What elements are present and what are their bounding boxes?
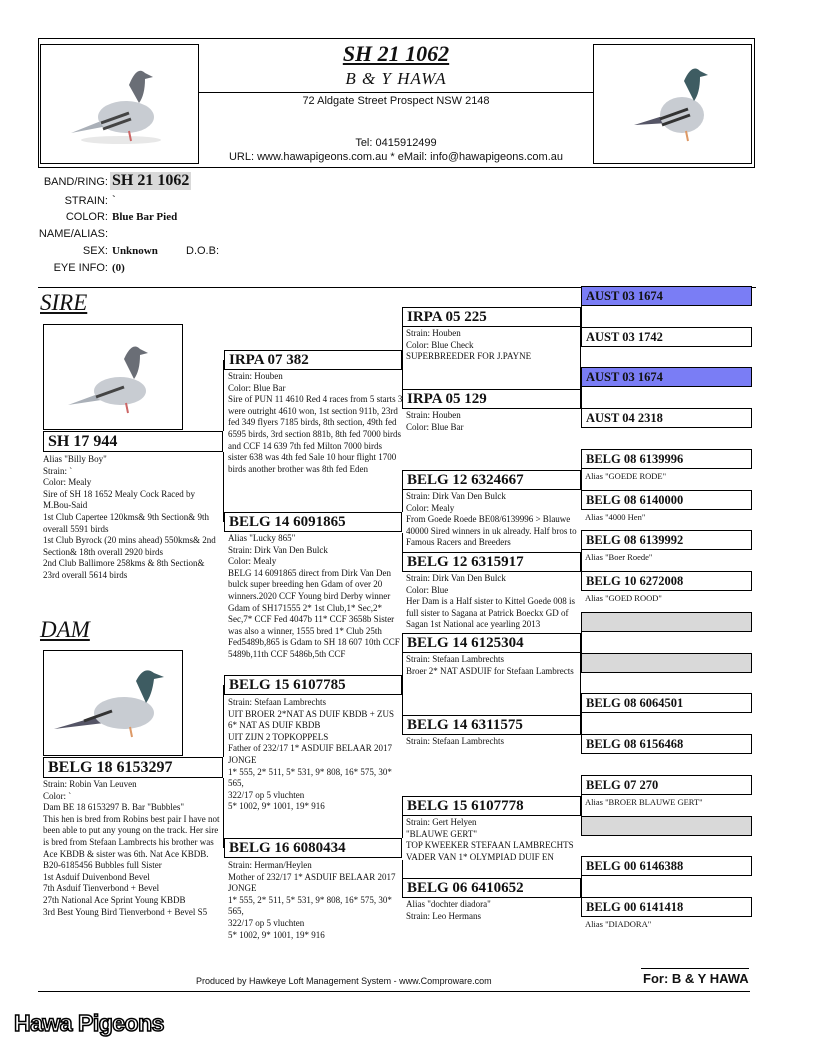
pigeon-icon [41, 45, 198, 163]
gen4-ring: BELG 00 6141418 [581, 897, 752, 917]
sire-notes: Alias "Billy Boy" Strain: ` Color: Mealy Sire of SH 18 1652 Mealy Cock Raced by M.Bou-Said 1st Club Capertee 120kms& 9th Section& 9th overall 5591 birds 1st Club Byrock (20 mins ahead) 550kms& 2nd Section& 18th overall 2920 birds 2nd Club Ballimore 258kms & 8th Section& 23rd overall 5614 birds [43, 454, 216, 580]
gen4-ring: BELG 08 6064501 [581, 693, 752, 713]
gen4-ring: BELG 00 6146388 [581, 856, 752, 876]
gen3-notes: Strain: Dirk Van Den Bulck Color: Mealy From Goede Roede BE08/6139996 > Blauwe 40000 Sired winners in uk already. Half bros to Famous Racers and Breeders [406, 491, 577, 548]
footer-for: For: B & Y HAWA [643, 971, 749, 986]
gen2-notes: Strain: Stefaan Lambrechts UIT BROER 2*NAT AS DUIF KBDB + ZUS 6* NAT AS DUIF KBDB UIT ZIJN 2 TOPKOPPELS Father of 232/17 1* ASDUIF BELAAR 2017 JONGE 1* 555, 2* 511, 5* 531, 9* 808, 16* 575, 30* 565, 322/17 op 5 vluchten 5* 1002, 9* 1001, 19* 916 [228, 697, 395, 812]
gen2-ring: BELG 14 6091865 [224, 512, 402, 532]
gen4-ring: BELG 07 270 [581, 775, 752, 795]
dam-ring: BELG 18 6153297 [43, 757, 223, 778]
watermark: Hawa Pigeons [14, 1010, 164, 1036]
gen4-ring: BELG 10 6272008 [581, 571, 752, 591]
gen4-ring: AUST 03 1742 [581, 327, 752, 347]
connector [581, 387, 582, 408]
gen3-notes: Strain: Dirk Van Den Bulck Color: Blue Her Dam is a Half sister to Kittel Goede 008 is full sister to Sagana at Patrick Boeckx GD of Sagan 1st National ace yearling 2013 [406, 573, 575, 630]
footer-rule [38, 991, 750, 992]
color-label: COLOR: [65, 211, 108, 223]
gen2-ring: IRPA 07 382 [224, 350, 402, 370]
gen3-ring: IRPA 05 129 [402, 389, 581, 409]
band-value: SH 21 1062 [112, 172, 190, 189]
sex-label: SEX: [82, 245, 108, 257]
gen3-notes: Alias "dochter diadora" Strain: Leo Hermans [406, 899, 491, 921]
header-photo-left [40, 44, 199, 164]
gen3-ring: BELG 12 6324667 [402, 470, 581, 490]
gen2-ring: BELG 15 6107785 [224, 675, 402, 695]
gen4-empty [581, 612, 752, 632]
gen4-ring: BELG 08 6156468 [581, 734, 752, 754]
header-photo-right [593, 44, 752, 164]
header-tel: Tel: 0415912499 [355, 137, 437, 149]
gen3-notes: Strain: Houben Color: Blue Check SUPERBREEDER FOR J.PAYNE [406, 328, 532, 362]
gen3-notes: Strain: Stefaan Lambrechts [406, 736, 504, 746]
connector [581, 550, 582, 571]
gen3-ring: BELG 12 6315917 [402, 552, 581, 572]
gen3-ring: BELG 14 6125304 [402, 633, 581, 653]
alias-label: NAME/ALIAS: [38, 228, 108, 240]
dam-notes: Strain: Robin Van Leuven Color: ` Dam BE 18 6153297 B. Bar "Bubbles" This hen is bred from Robins best pair I have not been able to put any young on the track. Her sire is bred from Stefaan Lambrects his brother was Ace KBDB & sister was 6th. Nat Ace KBDB. B20-6185456 Bubbles full Sister 1st Asduif Duivenbond Bevel 7th Asduif Tienverbond + Bevel 27th National Ace Sprint Young KBDB 3rd Best Young Bird Tienverbond + Bevel S5 [43, 779, 220, 917]
gen3-notes: Strain: Stefaan Lambrechts Broer 2* NAT ASDUIF for Stefaan Lambrects [406, 654, 574, 676]
gen4-ring: AUST 03 1674 [581, 367, 752, 387]
header-contact: URL: www.hawapigeons.com.au * eMail: info@hawapigeons.com.au [228, 151, 563, 163]
gen4-notes: Alias "BROER BLAUWE GERT" [585, 797, 703, 807]
eye-value: (0) [112, 262, 125, 274]
pigeon-icon [44, 651, 182, 755]
connector [581, 713, 582, 734]
gen4-notes: Alias "GOED ROOD" [585, 593, 662, 603]
sire-heading: SIRE [40, 290, 88, 315]
connector [581, 876, 582, 897]
pigeon-icon [594, 45, 751, 163]
gen4-empty [581, 653, 752, 673]
gen4-ring: AUST 04 2318 [581, 408, 752, 428]
sex-value: Unknown [112, 245, 158, 257]
strain-value: ` [112, 194, 116, 206]
dam-heading: DAM [40, 617, 90, 642]
header-address: 72 Aldgate Street Prospect NSW 2148 [302, 95, 490, 107]
connector [581, 306, 582, 327]
gen4-notes: Alias "Boer Roede" [585, 552, 653, 562]
header-ring: SH 21 1062 [342, 41, 450, 66]
gen4-notes: Alias "4000 Hen" [585, 512, 646, 522]
footer-for-rule [641, 968, 749, 969]
gen3-ring: IRPA 05 225 [402, 307, 581, 327]
pigeon-icon [44, 325, 182, 429]
gen3-ring: BELG 14 6311575 [402, 715, 581, 735]
color-value: Blue Bar Pied [112, 211, 178, 223]
gen2-notes: Strain: Houben Color: Blue Bar Sire of PUN 11 4610 Red 4 races from 5 starts 3 were outright 4610 won, 1st section 911b, 23rd fed 349 flyers 7185 birds, 8th section, 49th fed 6595 birds, 3rd section 881b, 8th fed 7000 birds and CCF 14 639 7th fed Milton 7000 birds sister 638 was 4th fed Sale 10 hour flight 1700 birds another brother was 8th fed Eden [228, 371, 403, 474]
gen4-ring: BELG 08 6139996 [581, 449, 752, 469]
eye-label: EYE INFO: [53, 262, 108, 274]
band-label: BAND/RING: [43, 176, 108, 188]
dam-photo [43, 650, 183, 756]
header-divider [199, 92, 593, 93]
connector [581, 632, 582, 653]
gen3-ring: BELG 15 6107778 [402, 796, 581, 816]
sire-photo [43, 324, 183, 430]
gen2-ring: BELG 16 6080434 [224, 838, 402, 858]
gen4-notes: Alias "GOEDE RODE" [585, 471, 667, 481]
gen4-ring: BELG 08 6140000 [581, 490, 752, 510]
connector [223, 685, 224, 757]
header-owner: B & Y HAWA [345, 69, 447, 88]
connector [581, 469, 582, 490]
gen3-notes: Strain: Gert Helyen "BLAUWE GERT" TOP KWEEKER STEFAAN LAMBRECHTS VADER VAN 1* OLYMPIAD DUIF EN [406, 817, 574, 862]
gen2-notes: Alias "Lucky 865" Strain: Dirk Van Den Bulck Color: Mealy BELG 14 6091865 direct from Dirk Van Den bulck super breeding hen Gdam of over 20 winners.2020 CCF Young bird Derby winner Gdam of SH171555 2* 1st Club,1* Sec,2* Sec,7* CCF Fed 4047b 11* CCF 3658b Sister was also a winner, 1555 bred 1* Club 25th Fed5489b,865 is Gdam to SH 18 607 10th CCF 5489b,11th CCF 5486b,5th CCF [228, 533, 400, 659]
sire-ring: SH 17 944 [43, 431, 223, 452]
gen4-empty [581, 816, 752, 836]
gen4-ring: BELG 08 6139992 [581, 530, 752, 550]
gen4-notes: Alias "DIADORA" [585, 919, 652, 929]
connector [223, 360, 224, 431]
strain-label: STRAIN: [64, 195, 108, 207]
dob-label: D.O.B: [186, 245, 220, 257]
connector [581, 795, 582, 816]
gen3-notes: Strain: Houben Color: Blue Bar [406, 410, 464, 432]
gen3-ring: BELG 06 6410652 [402, 878, 581, 898]
gen2-notes: Strain: Herman/Heylen Mother of 232/17 1* ASDUIF BELAAR 2017 JONGE 1* 555, 2* 511, 5* 531, 9* 808, 16* 575, 30* 565, 322/17 op 5 vluchten 5* 1002, 9* 1001, 19* 916 [228, 860, 396, 940]
produced-by: Produced by Hawkeye Loft Management System - www.Comproware.com [196, 976, 492, 986]
gen4-ring: AUST 03 1674 [581, 286, 752, 306]
